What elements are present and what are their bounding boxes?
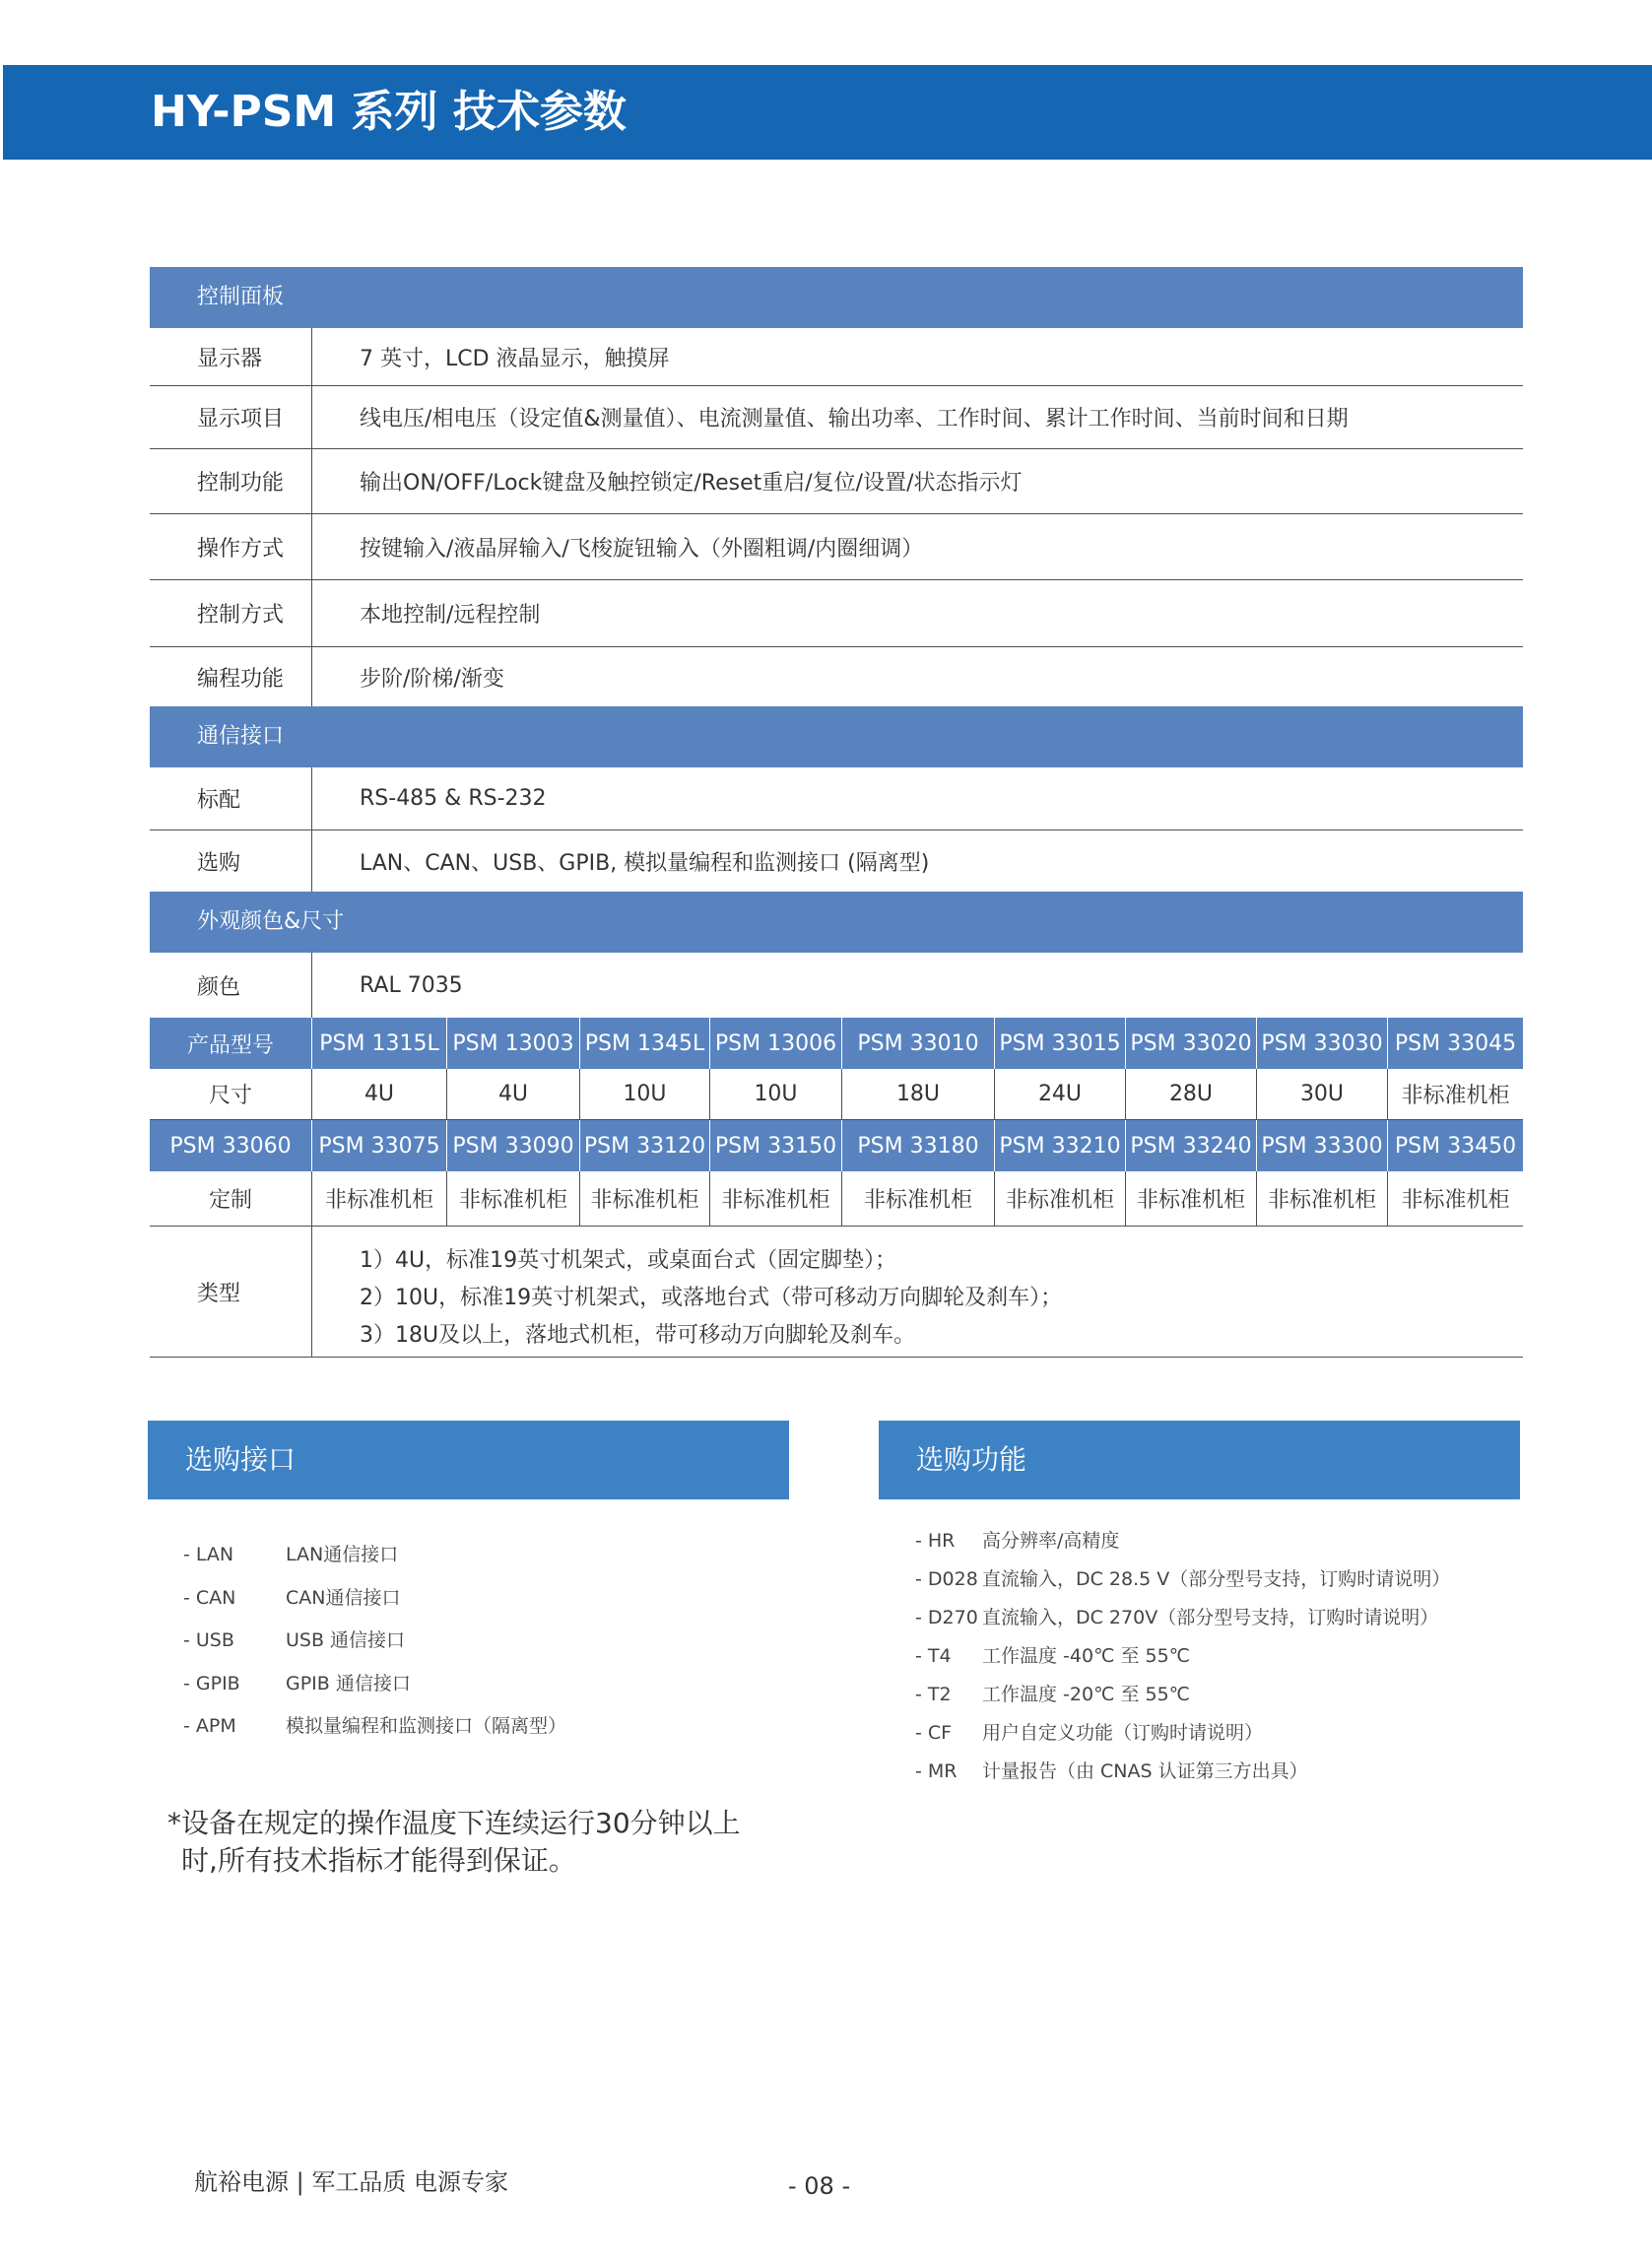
options-function-header	[879, 1421, 1520, 1499]
list-item	[150, 1705, 566, 1749]
table-row	[150, 953, 1523, 1018]
table-row	[150, 449, 1523, 514]
option-desc: 用户自定义功能（订购时请说明）	[982, 1722, 1264, 1744]
list-item	[150, 1534, 566, 1577]
size-value: 非标准机柜	[1257, 1171, 1388, 1226]
option-code: - GPIB	[183, 1672, 240, 1694]
list-item	[150, 1577, 566, 1621]
list-item	[882, 1599, 1450, 1637]
size-row-label: 尺寸	[150, 1069, 312, 1119]
model-name: PSM 13006	[710, 1018, 842, 1069]
size-value: 非标准机柜	[842, 1171, 995, 1226]
section-header-appearance: 外观颜色&尺寸	[150, 892, 1523, 953]
page-number: - 08 -	[788, 2172, 851, 2200]
model-name: PSM 33210	[995, 1120, 1126, 1171]
model-name: PSM 33045	[1394, 1030, 1517, 1056]
table-row	[150, 830, 1523, 892]
option-code: - T2	[915, 1684, 952, 1705]
custom-row-label: 定制	[150, 1171, 312, 1226]
row-label: 显示项目	[150, 386, 312, 448]
list-item	[882, 1714, 1450, 1753]
list-item	[150, 1663, 566, 1706]
size-value: 24U	[995, 1069, 1126, 1119]
section-header-comm: 通信接口	[150, 706, 1523, 767]
option-code: - D028	[915, 1568, 978, 1590]
size-value: 28U	[1126, 1069, 1257, 1119]
list-item	[882, 1560, 1450, 1599]
table-row	[150, 328, 1523, 386]
option-desc: 计量报告（由 CNAS 认证第三方出具）	[982, 1760, 1308, 1782]
size-value: 非标准机柜	[710, 1171, 842, 1226]
type-line: 3）18U及以上，落地式机柜，带可移动万向脚轮及刹车。	[360, 1323, 916, 1348]
list-item	[882, 1637, 1450, 1676]
options-function-list	[882, 1522, 1450, 1791]
model-name: PSM 33030	[1257, 1018, 1388, 1069]
row-label: 显示器	[150, 328, 312, 385]
option-code: - LAN	[183, 1544, 234, 1565]
model-name: PSM 33060	[150, 1120, 312, 1171]
option-desc: 高分辨率/高精度	[982, 1530, 1120, 1552]
row-value: 本地控制/远程控制	[360, 603, 541, 628]
row-label: 类型	[150, 1227, 312, 1357]
option-desc: 直流输入，DC 28.5 V（部分型号支持，订购时请说明）	[982, 1568, 1451, 1590]
size-value: 18U	[842, 1069, 995, 1119]
row-label: 选购	[150, 830, 312, 892]
options-function-title: 选购功能	[916, 1443, 1027, 1476]
size-value: 非标准机柜	[1401, 1188, 1510, 1213]
option-code: - CF	[915, 1722, 953, 1744]
size-value: 非标准机柜	[995, 1171, 1126, 1226]
row-value: RS-485 & RS-232	[360, 786, 547, 811]
model-name: PSM 33020	[1126, 1018, 1257, 1069]
model-name: PSM 33240	[1126, 1120, 1257, 1171]
footnote-line: *设备在规定的操作温度下连续运行30分钟以上	[167, 1807, 741, 1839]
section-header-control-panel: 控制面板	[150, 267, 1523, 328]
footer-slogan: 航裕电源 | 军工品质 电源专家	[194, 2168, 508, 2196]
size-value: 30U	[1257, 1069, 1388, 1119]
size-value: 非标准机柜	[580, 1171, 710, 1226]
list-item	[882, 1753, 1450, 1791]
option-desc: 工作温度 -40℃ 至 55℃	[982, 1645, 1191, 1667]
option-desc: 工作温度 -20℃ 至 55℃	[982, 1684, 1191, 1705]
footnote-line: 时,所有技术指标才能得到保证。	[181, 1844, 576, 1877]
option-code: - APM	[183, 1715, 236, 1737]
custom-row	[150, 1171, 1523, 1227]
row-label: 控制功能	[150, 449, 312, 513]
size-value: 4U	[312, 1069, 447, 1119]
row-label: 操作方式	[150, 514, 312, 579]
footnote	[167, 1805, 741, 1880]
option-desc: GPIB 通信接口	[286, 1672, 411, 1694]
row-value: 步阶/阶梯/渐变	[360, 666, 504, 692]
table-row	[150, 386, 1523, 449]
model-name: PSM 33180	[842, 1120, 995, 1171]
size-value: 非标准机柜	[447, 1171, 580, 1226]
model-name: PSM 13003	[447, 1018, 580, 1069]
list-item	[882, 1676, 1450, 1714]
row-label: 编程功能	[150, 647, 312, 706]
type-line: 2）10U，标准19英寸机架式，或落地台式（带可移动万向脚轮及刹车）；	[360, 1286, 1063, 1310]
model-row-label: 产品型号	[150, 1018, 312, 1069]
options-interface-list	[150, 1534, 566, 1749]
type-lines	[312, 1227, 1062, 1357]
type-line: 1）4U，标准19英寸机架式，或桌面台式（固定脚垫）；	[360, 1248, 897, 1273]
model-name: PSM 33010	[842, 1018, 995, 1069]
row-value: 按键输入/液晶屏输入/飞梭旋钮输入（外圈粗调/内圈细调）	[360, 536, 924, 562]
list-item	[150, 1620, 566, 1663]
row-label: 控制方式	[150, 580, 312, 646]
option-desc: LAN通信接口	[286, 1544, 399, 1565]
model-name: PSM 33120	[580, 1120, 710, 1171]
row-label: 颜色	[150, 953, 312, 1018]
row-value: LAN、CAN、USB、GPIB, 模拟量编程和监测接口 (隔离型)	[360, 850, 930, 876]
model-name: PSM 33090	[447, 1120, 580, 1171]
option-code: - HR	[915, 1530, 956, 1552]
page-title-banner	[3, 65, 1652, 160]
model-name: PSM 33150	[710, 1120, 842, 1171]
row-value: RAL 7035	[360, 972, 463, 998]
option-desc: USB 通信接口	[286, 1629, 406, 1651]
table-row	[150, 647, 1523, 706]
size-value: 非标准机柜	[1401, 1084, 1510, 1108]
table-row	[150, 514, 1523, 580]
model-name: PSM 33450	[1394, 1133, 1517, 1159]
option-code: - D270	[915, 1607, 978, 1628]
size-row	[150, 1069, 1523, 1120]
size-value: 非标准机柜	[1126, 1171, 1257, 1226]
option-code: - T4	[915, 1645, 952, 1667]
option-code: - MR	[915, 1760, 958, 1782]
type-row	[150, 1227, 1523, 1358]
size-value: 4U	[447, 1069, 580, 1119]
model-name: PSM 33015	[995, 1018, 1126, 1069]
model-name: PSM 33300	[1257, 1120, 1388, 1171]
model-header-row	[150, 1018, 1523, 1069]
row-label: 标配	[150, 767, 312, 830]
model-header-row	[150, 1120, 1523, 1171]
page-title: HY-PSM 系列 技术参数	[151, 87, 627, 137]
size-value: 10U	[580, 1069, 710, 1119]
row-value: 线电压/相电压（设定值&测量值）、电流测量值、输出功率、工作时间、累计工作时间、当前时间和日期	[360, 407, 1349, 431]
model-name: PSM 1345L	[580, 1018, 710, 1069]
options-interface-title: 选购接口	[185, 1443, 297, 1476]
model-name: PSM 1315L	[312, 1018, 447, 1069]
option-desc: 直流输入，DC 270V（部分型号支持，订购时请说明）	[982, 1607, 1439, 1628]
row-value: 7 英寸，LCD 液晶显示，触摸屏	[360, 346, 670, 371]
list-item	[882, 1522, 1450, 1560]
option-desc: 模拟量编程和监测接口（隔离型）	[286, 1715, 567, 1737]
table-row	[150, 580, 1523, 647]
option-desc: CAN通信接口	[286, 1586, 401, 1609]
size-value: 非标准机柜	[312, 1171, 447, 1226]
option-code: - CAN	[183, 1586, 236, 1609]
size-value: 10U	[710, 1069, 842, 1119]
table-row	[150, 767, 1523, 830]
spec-table	[150, 267, 1523, 1358]
options-interface-header	[148, 1421, 789, 1499]
row-value: 输出ON/OFF/Lock键盘及触控锁定/Reset重启/复位/设置/状态指示灯	[360, 471, 1023, 496]
option-code: - USB	[183, 1629, 234, 1651]
model-name: PSM 33075	[312, 1120, 447, 1171]
